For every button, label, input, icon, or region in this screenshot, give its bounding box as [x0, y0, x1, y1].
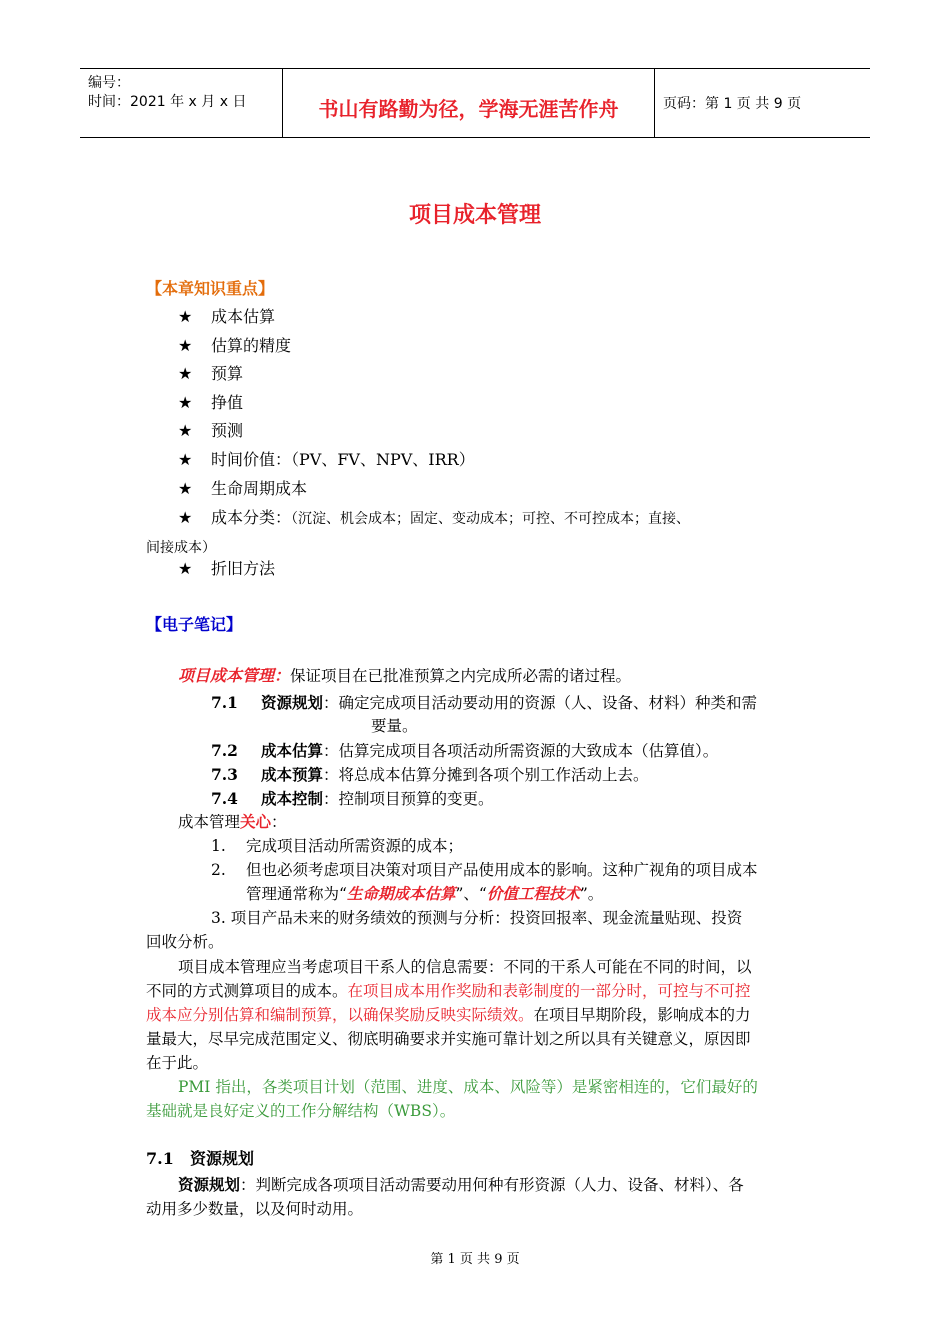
process-item: 7.1 资源规划：确定完成项目活动要动用的资源（人、设备、材料）种类和需 — [211, 693, 758, 712]
header-motto: 书山有路勤为径，学海无涯苦作舟 — [318, 97, 619, 121]
process-item-continuation: 要量。 — [371, 717, 418, 735]
paragraph-line: 量最大，尽早完成范围定义、彻底明确要求并实施可靠计划之所以具有关键意义，原因即 — [146, 1030, 751, 1048]
paragraph-line: 成本应分别估算和编制预算，以确保奖励反映实际绩效。在项目早期阶段，影响成本的力 — [146, 1006, 751, 1024]
key-point-item: ★ 估算的精度 — [178, 336, 292, 355]
key-point-item: ★ 成本分类：（沉淀、机会成本；固定、变动成本；可控、不可控成本；直接、 — [178, 508, 691, 527]
concern-item: 1. 完成项目活动所需资源的成本； — [211, 837, 464, 855]
star-icon: ★ — [178, 336, 193, 355]
paragraph-line: 项目成本管理应当考虑项目干系人的信息需要：不同的干系人可能在不同的时间，以 — [178, 958, 752, 976]
paragraph-line: 在于此。 — [146, 1054, 209, 1072]
header-motto-cell — [282, 69, 655, 137]
concern-item: 3. 项目产品未来的财务绩效的预测与分析：投资回报率、现金流量贴现、投资 — [211, 909, 743, 927]
star-icon: ★ — [178, 508, 193, 527]
page-footer: 第 1 页 共 9 页 — [430, 1252, 520, 1267]
star-icon: ★ — [178, 421, 193, 440]
key-point-item: ★ 预测 — [178, 421, 244, 440]
page-header — [80, 68, 870, 138]
star-icon: ★ — [178, 393, 193, 412]
process-item: 7.2 成本估算：估算完成项目各项活动所需资源的大致成本（估算值）。 — [211, 741, 719, 760]
key-point-item: ★ 挣值 — [178, 393, 244, 412]
pmi-line: 基础就是良好定义的工作分解结构（WBS）。 — [146, 1102, 456, 1120]
concern-line: 成本管理关心： — [178, 812, 287, 831]
header-meta-cell — [80, 69, 282, 137]
process-item: 7.3 成本预算：将总成本估算分摊到各项个别工作活动上去。 — [211, 765, 649, 784]
concern-item-continuation: 管理通常称为“生命期成本估算”、“价值工程技术”。 — [246, 884, 604, 903]
section-line: 动用多少数量，以及何时动用。 — [146, 1200, 364, 1218]
key-point-item: ★ 成本估算 — [178, 307, 276, 326]
star-icon: ★ — [178, 364, 193, 383]
star-icon: ★ — [178, 479, 193, 498]
key-point-item: ★ 时间价值：（PV、FV、NPV、IRR） — [178, 450, 475, 469]
header-number-label: 编号： — [88, 75, 130, 91]
star-icon: ★ — [178, 307, 193, 326]
section-heading: 7.1 资源规划 — [146, 1149, 255, 1168]
process-item: 7.4 成本控制：控制项目预算的变更。 — [211, 789, 494, 808]
section-line: 资源规划：判断完成各项项目活动需要动用何种有形资源（人力、设备、材料）、各 — [178, 1175, 744, 1194]
star-icon: ★ — [178, 559, 193, 578]
key-point-continuation: 间接成本） — [146, 540, 216, 556]
document-title: 项目成本管理 — [408, 203, 541, 228]
header-page-label: 页码：第 1 页 共 9 页 — [663, 96, 802, 112]
notes-heading: 【电子笔记】 — [146, 615, 243, 634]
pcm-definition: 项目成本管理：保证项目在已批准预算之内完成所必需的诸过程。 — [178, 666, 632, 685]
concern-item: 2. 但也必须考虑项目决策对项目产品使用成本的影响。这种广视角的项目成本 — [211, 861, 758, 879]
pmi-line: PMI 指出，各类项目计划（范围、进度、成本、风险等）是紧密相连的，它们最好的 — [178, 1078, 758, 1096]
star-icon: ★ — [178, 450, 193, 469]
key-point-item: ★ 折旧方法 — [178, 559, 276, 578]
paragraph-line: 不同的方式测算项目的成本。在项目成本用作奖励和表彰制度的一部分时，可控与不可控 — [146, 982, 751, 1000]
key-point-item: ★ 预算 — [178, 364, 244, 383]
header-time-label: 时间：2021 年 x 月 x 日 — [88, 94, 247, 110]
concern-item-continuation: 回收分析。 — [146, 933, 224, 951]
key-points-heading: 【本章知识重点】 — [146, 279, 275, 298]
key-point-item: ★ 生命周期成本 — [178, 479, 308, 498]
